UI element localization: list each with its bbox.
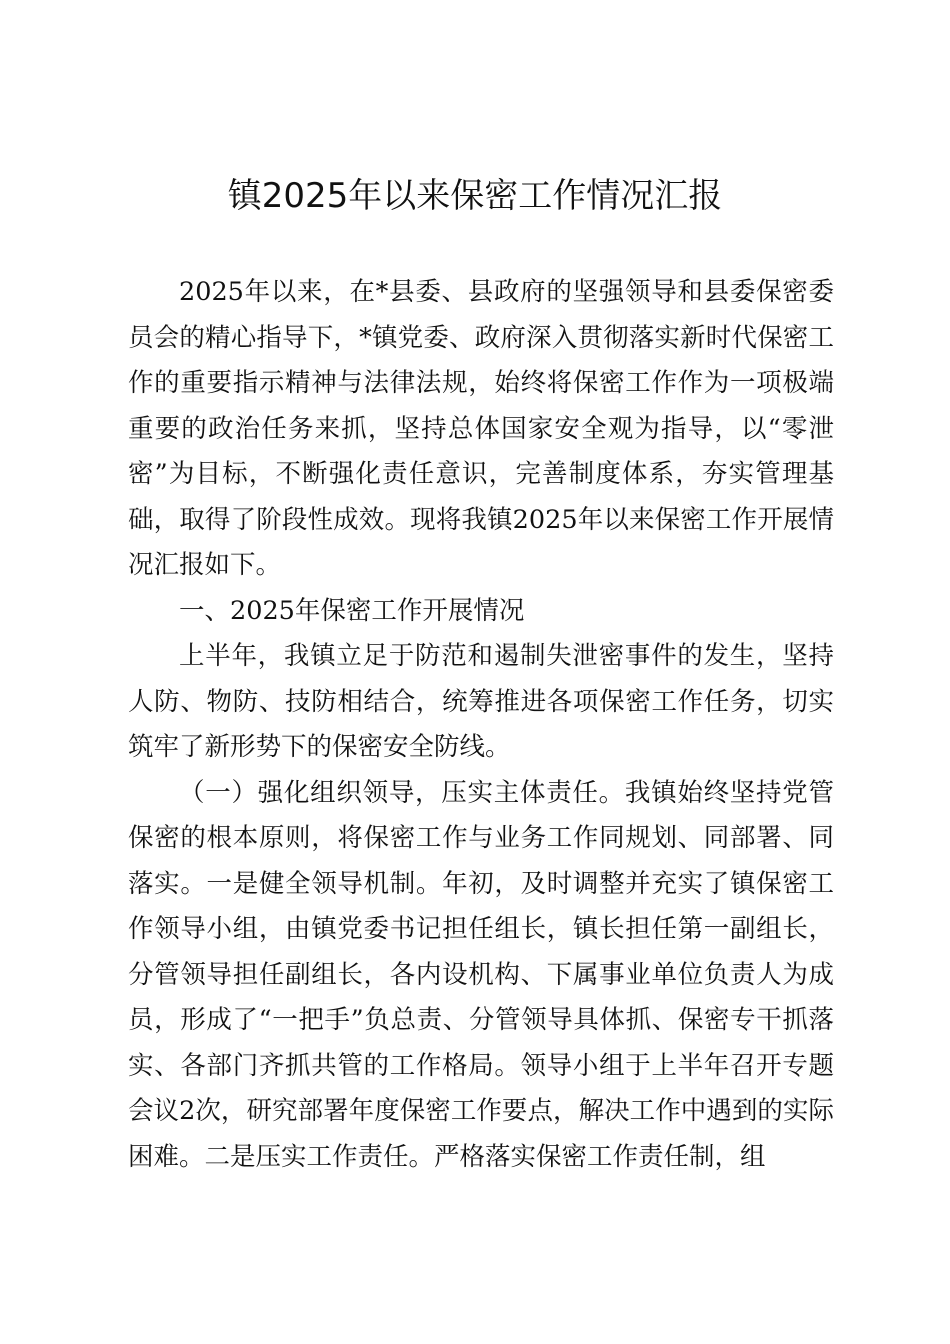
intro-paragraph: 2025年以来，在*县委、县政府的坚强领导和县委保密委员会的精心指导下，*镇党委、政府深入贯彻落实新时代保密工作的重要指示精神与法律法规，始终将保密工作作为一项极端重要的政治任务来抓，坚持总体国家安全观为指导，以“零泄密”为目标，不断强化责任意识，完善制度体系，夯实管理基础，取得了阶段性成效。现将我镇2025年以来保密工作开展情况汇报如下。 <box>128 277 834 580</box>
section-heading-1: 一、2025年保密工作开展情况 <box>179 595 525 626</box>
document-title: 镇2025年以来保密工作情况汇报 <box>227 176 723 216</box>
subsection-1-paragraph: （一）强化组织领导，压实主体责任。我镇始终坚持党管保密的根本原则，将保密工作与业务工作同规划、同部署、同落实。一是健全领导机制。年初，及时调整并充实了镇保密工作领导小组，由镇党委书记担任组长，镇长担任第一副组长，分管领导担任副组长，各内设机构、下属事业单位负责人为成员，形成了“一把手”负总责、分管领导具体抓、保密专干抓落实、各部门齐抓共管的工作格局。领导小组于上半年召开专题会议2次，研究部署年度保密工作要点，解决工作中遇到的实际困难。二是压实工作责任。严格落实保密工作责任制，组 <box>128 777 834 1172</box>
document-body <box>128 270 834 1180</box>
section-1-paragraph: 上半年，我镇立足于防范和遏制失泄密事件的发生，坚持人防、物防、技防相结合，统筹推进各项保密工作任务，切实筑牢了新形势下的保密安全防线。 <box>128 641 834 762</box>
